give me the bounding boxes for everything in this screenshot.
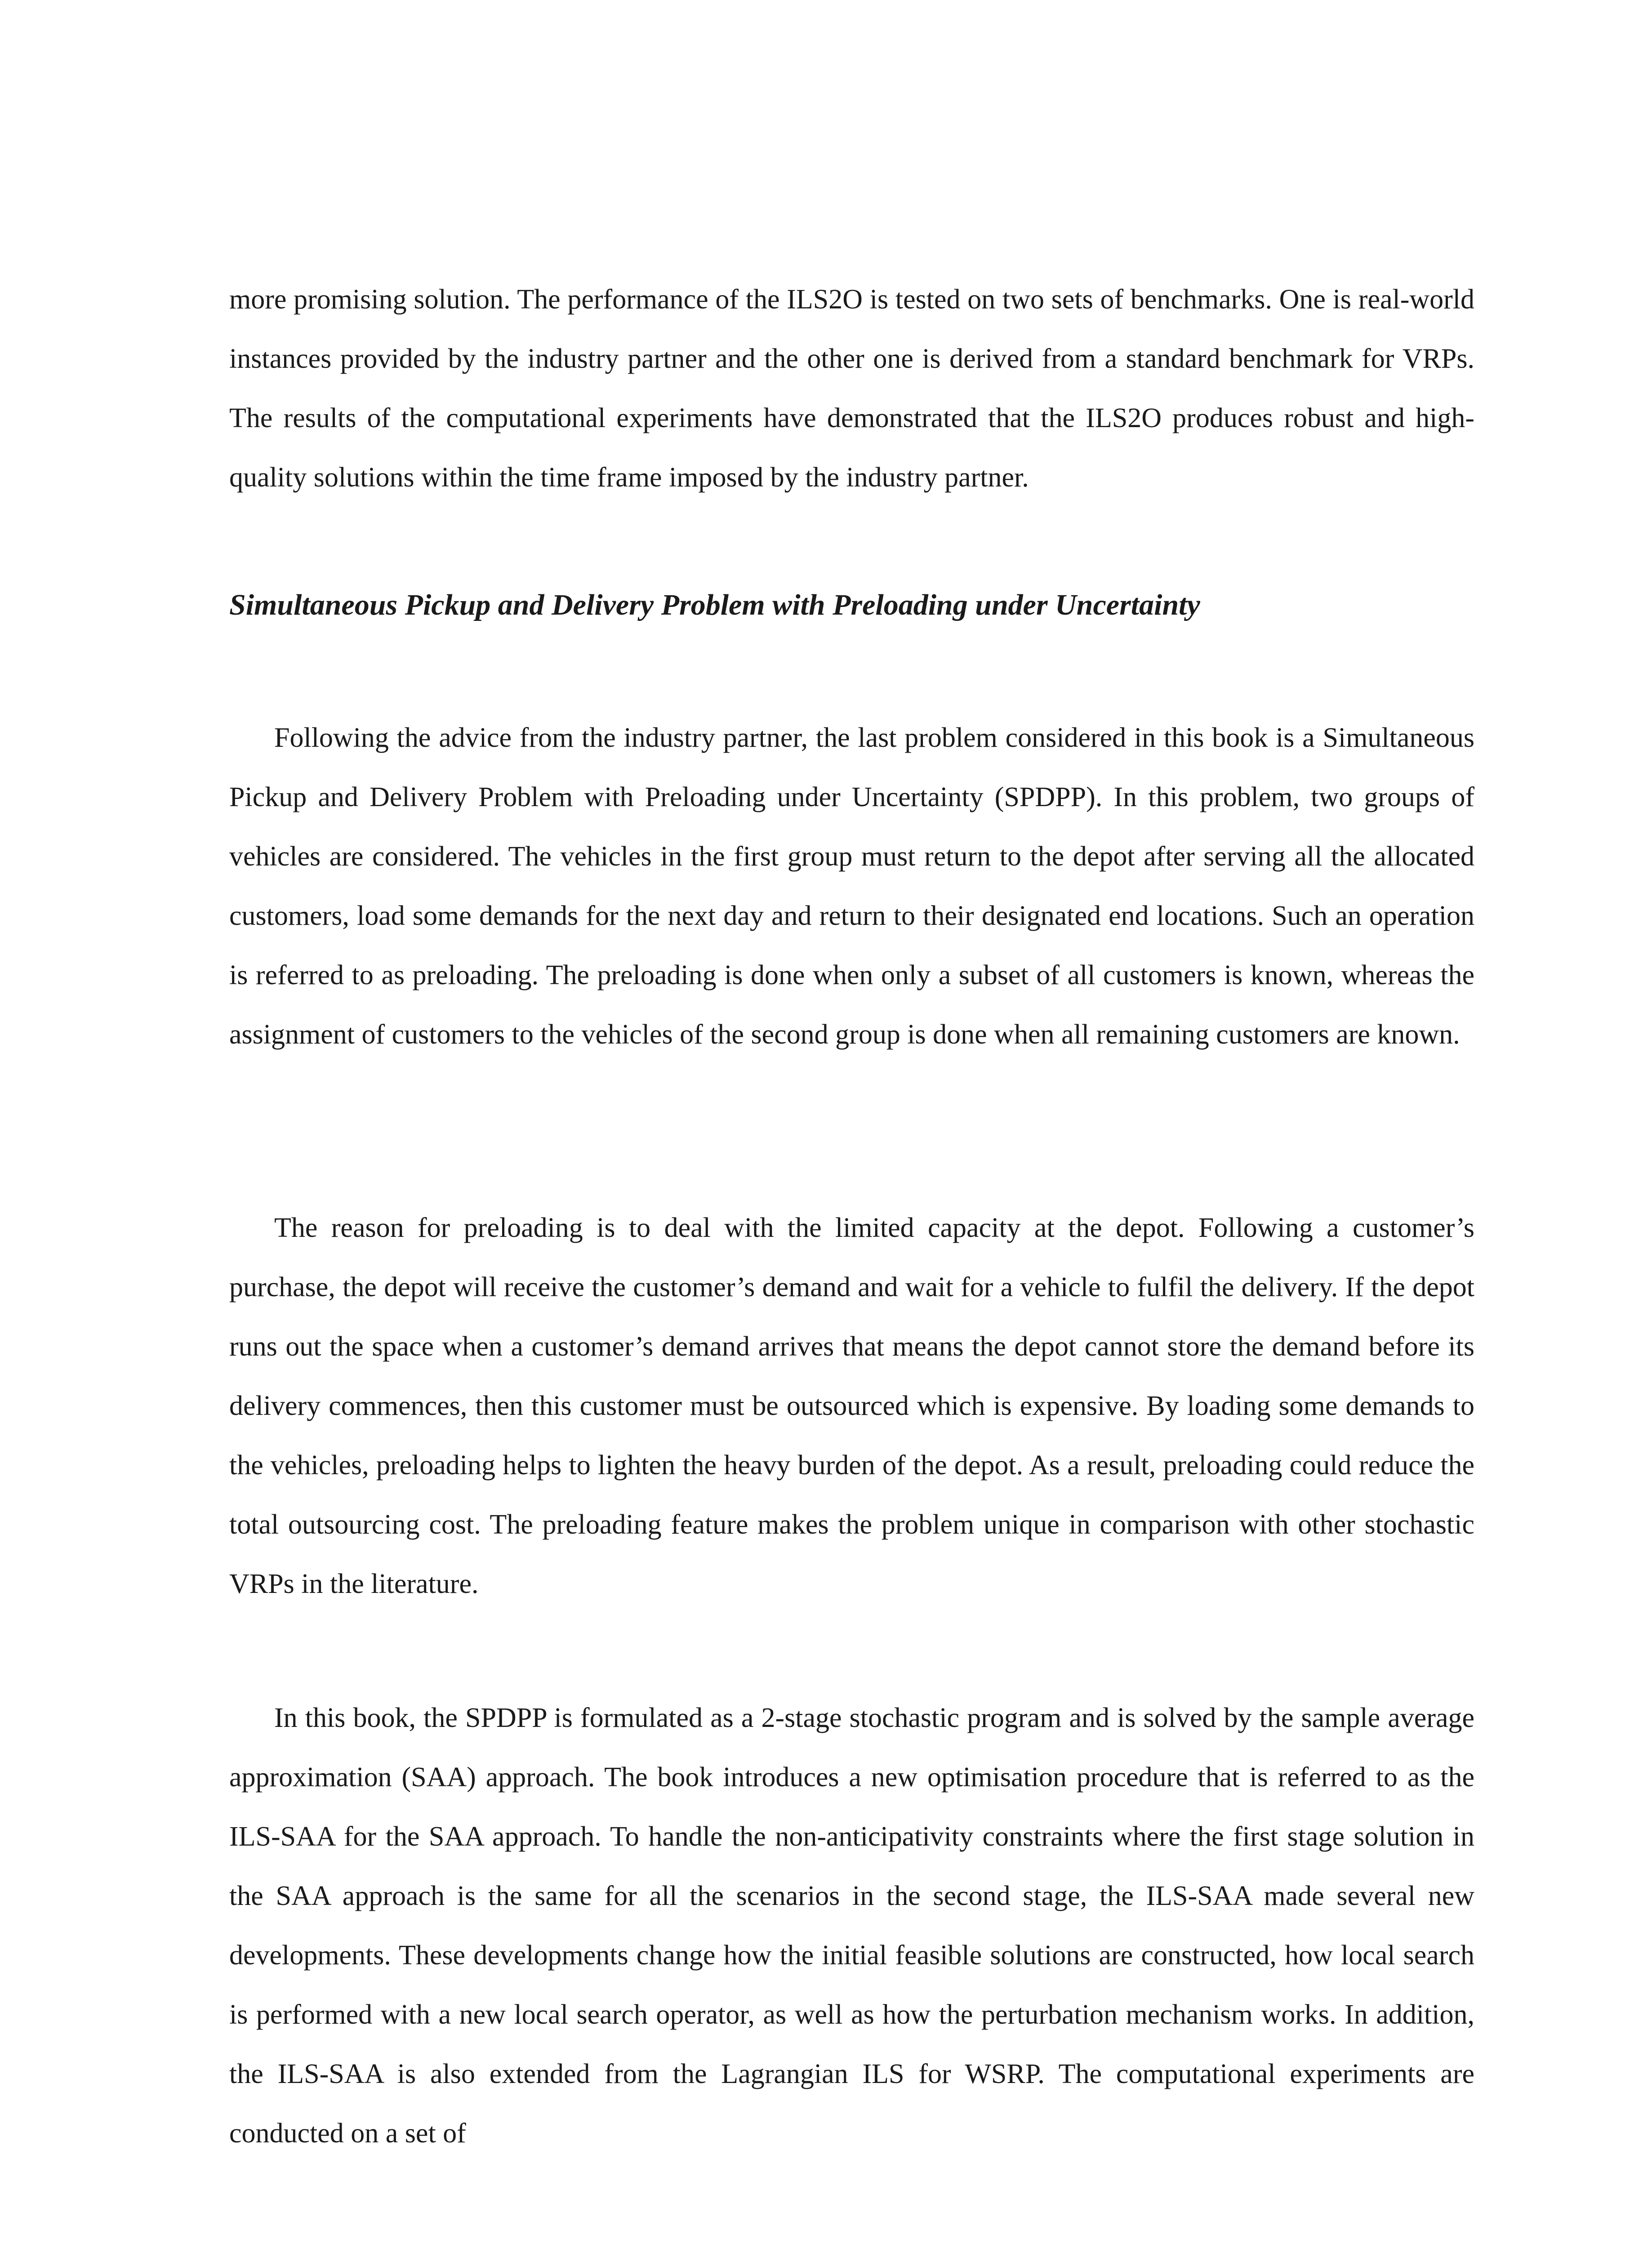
- paragraph-continuation-text: more promising solution. The performance of the ILS2O is tested on two sets of benchmarks. One is real-world instances provided by the industry partner and the other one is derived from a standard benchmark for VRPs. The results of the computational experiments have demonstrated that the ILS2O produces robust and high-quality solutions within the time frame imposed by the industry partner.: [229, 284, 1474, 493]
- section-heading-text: Simultaneous Pickup and Delivery Problem with Preloading under Uncertainty: [229, 589, 1200, 621]
- paragraph-1-text: Following the advice from the industry partner, the last problem considered in this book is a Simultaneous Pickup and Delivery Problem with Preloading under Uncertainty (SPDPP). In this problem, two groups of vehicles are considered. The vehicles in the first group must return to the depot after serving all the allocated customers, load some demands for the next day and return to their designated end locations. Such an operation is referred to as preloading. The preloading is done when only a subset of all customers is known, whereas the assignment of customers to the vehicles of the second group is done when all remaining customers are known.: [229, 723, 1474, 1050]
- paragraph-3: [229, 1688, 1474, 2163]
- paragraph-2: [229, 1198, 1474, 1614]
- paragraph-3-text: In this book, the SPDPP is formulated as a 2-stage stochastic program and is solved by the sample average approximation (SAA) approach. The book introduces a new optimisation procedure that is referred to as the ILS-SAA for the SAA approach. To handle the non-anticipativity constraints where the first stage solution in the SAA approach is the same for all the scenarios in the second stage, the ILS-SAA made several new developments. These developments change how the initial feasible solutions are constructed, how local search is performed with a new local search operator, as well as how the perturbation mechanism works. In addition, the ILS-SAA is also extended from the Lagrangian ILS for WSRP. The computational experiments are conducted on a set of: [229, 1703, 1474, 2149]
- paragraph-1: [229, 708, 1474, 1064]
- section-heading: [229, 575, 1474, 635]
- paragraph-continuation: [229, 270, 1474, 507]
- paragraph-2-text: The reason for preloading is to deal with the limited capacity at the depot. Following a customer’s purchase, the depot will receive the customer’s demand and wait for a vehicle to fulfil the delivery. If the depot runs out the space when a customer’s demand arrives that means the depot cannot store the demand before its delivery commences, then this customer must be outsourced which is expensive. By loading some demands to the vehicles, preloading helps to lighten the heavy burden of the depot. As a result, preloading could reduce the total outsourcing cost. The preloading feature makes the problem unique in comparison with other stochastic VRPs in the literature.: [229, 1213, 1474, 1599]
